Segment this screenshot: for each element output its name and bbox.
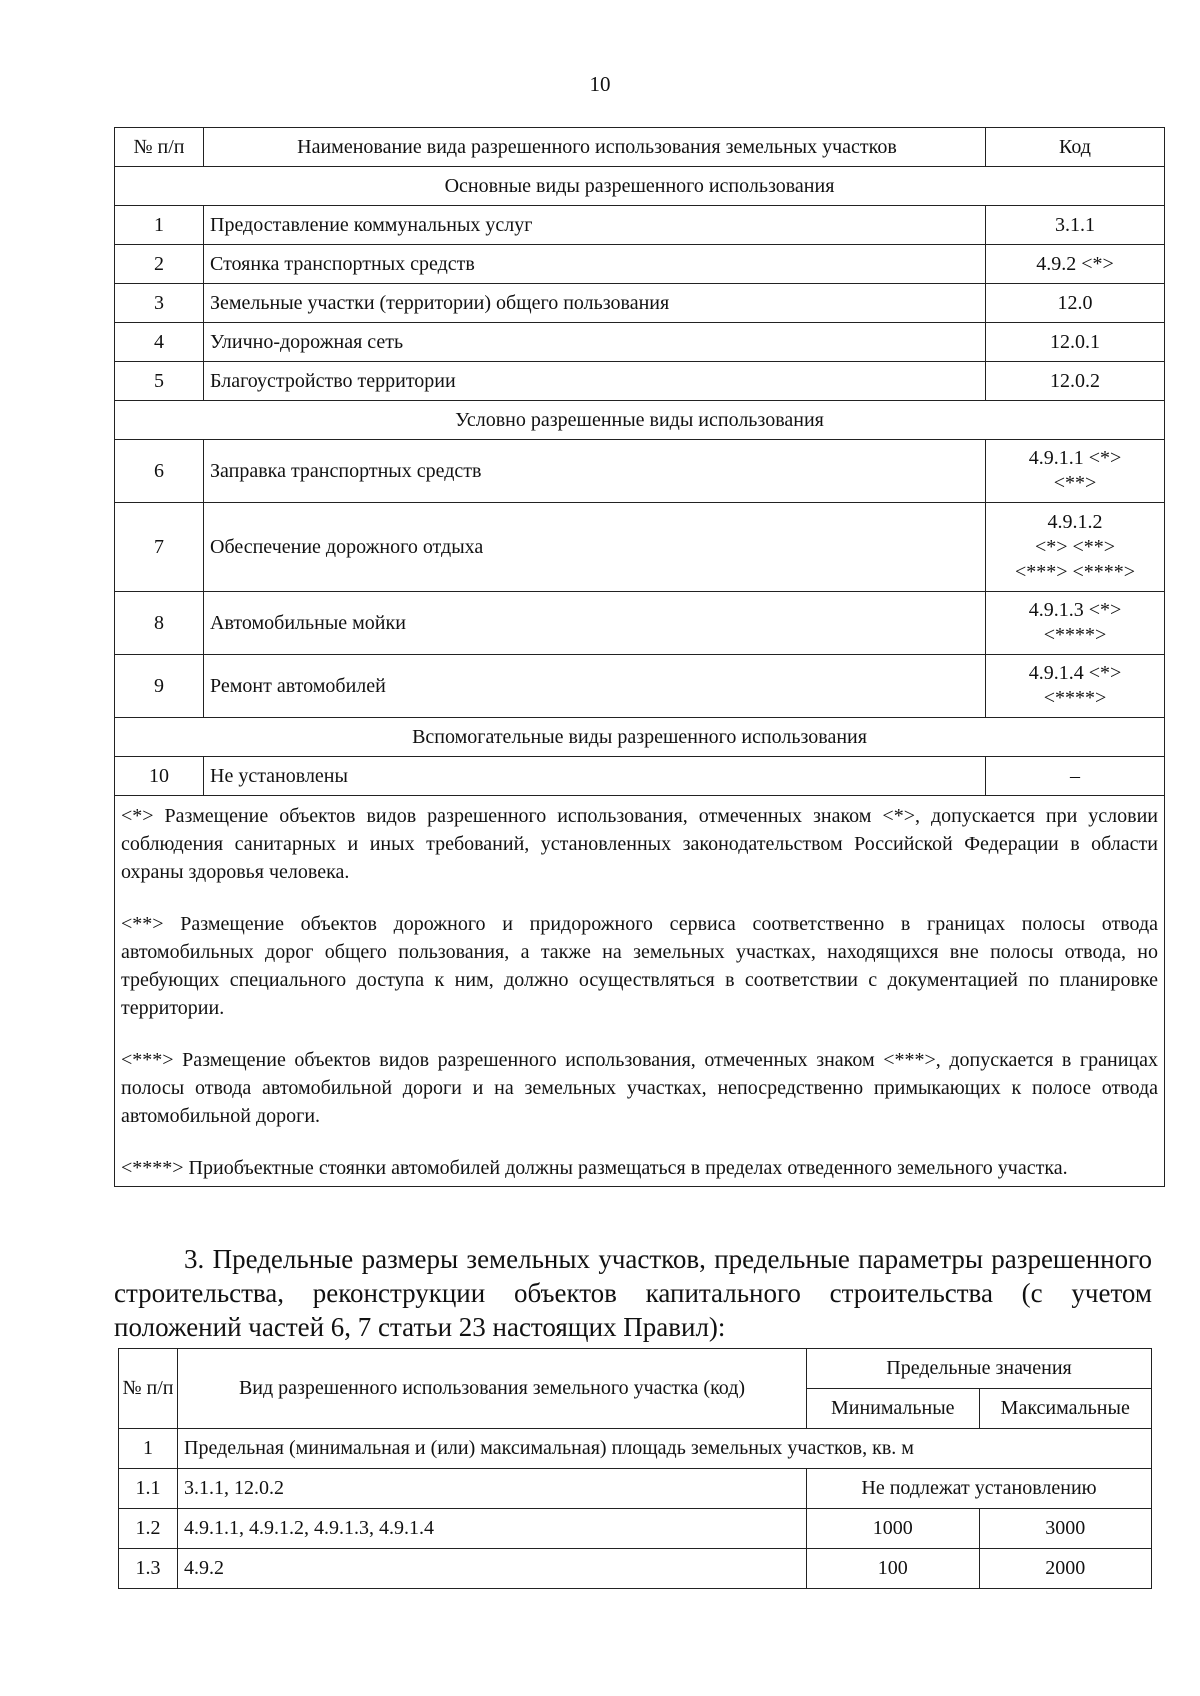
footnote: <*> Размещение объектов видов разрешенного использования, отмеченных знаком <*>, допускается при условии соблюдения санитарных и иных требований, установленных законодательством Российской Федерации в области охраны здоровья человека. [121, 805, 1158, 883]
row-name: Улично-дорожная сеть [204, 323, 986, 362]
row-num: 9 [115, 655, 204, 718]
row-num: 1.2 [119, 1509, 178, 1549]
header-num: № п/п [115, 128, 204, 167]
row-num: 2 [115, 245, 204, 284]
row-name: Обеспечение дорожного отдыха [204, 503, 986, 592]
code-line: 3.1.1 [1055, 213, 1095, 236]
row-code [986, 284, 1165, 323]
group-title: Предельная (минимальная и (или) максимальная) площадь земельных участков, кв. м [178, 1429, 1152, 1469]
row-max: 3000 [979, 1509, 1152, 1549]
row-num: 1.1 [119, 1469, 178, 1509]
row-num: 6 [115, 440, 204, 503]
page-number: 10 [589, 72, 611, 96]
row-name: Стоянка транспортных средств [204, 245, 986, 284]
footnote: <***> Размещение объектов видов разрешенного использования, отмеченных знаком <***>, допускается в границах полосы отвода автомобильной дороги и на земельных участках, непосредственно примыкающих к полосе отвода автомобильной дороги. [121, 1049, 1158, 1127]
footnote: <****> Приобъектные стоянки автомобилей должны размещаться в пределах отведенного земельного участка. [121, 1157, 1068, 1179]
row-num: 3 [115, 284, 204, 323]
group-row [119, 1429, 1152, 1469]
row-code [986, 655, 1165, 718]
header-limits: Предельные значения [807, 1349, 1152, 1389]
table-row [115, 592, 1165, 655]
row-name: Благоустройство территории [204, 362, 986, 401]
row-code [986, 362, 1165, 401]
row-codes: 4.9.2 [178, 1549, 807, 1589]
table-row [115, 757, 1165, 796]
code-line: <***> <****> [1014, 560, 1136, 583]
code-line: 4.9.1.1 <*> [1028, 447, 1122, 469]
row-code [986, 757, 1165, 796]
table-header-row [115, 128, 1165, 167]
section-main: Основные виды разрешенного использования [115, 167, 1165, 206]
table-row [119, 1509, 1152, 1549]
code-line: 4.9.2 <*> [1036, 252, 1114, 275]
section-conditional: Условно разрешенные виды использования [115, 401, 1165, 440]
code-line: <****> [1043, 624, 1107, 646]
header-min: Минимальные [807, 1389, 980, 1429]
row-name: Ремонт автомобилей [204, 655, 986, 718]
header-code: Код [986, 128, 1165, 167]
row-max: 2000 [979, 1549, 1152, 1589]
row-codes: 4.9.1.1, 4.9.1.2, 4.9.1.3, 4.9.1.4 [178, 1509, 807, 1549]
section-row [115, 167, 1165, 206]
row-code [986, 206, 1165, 245]
code-line: 12.0.2 [1050, 369, 1100, 392]
row-name: Не установлены [204, 757, 986, 796]
permitted-use-table [114, 127, 1165, 1187]
header-name: Наименование вида разрешенного использования земельных участков [204, 128, 986, 167]
code-line: <*> <**> [1034, 535, 1116, 558]
table-row [115, 284, 1165, 323]
row-num: 8 [115, 592, 204, 655]
row-name: Земельные участки (территории) общего пользования [204, 284, 986, 323]
row-num: 1 [115, 206, 204, 245]
code-line: 4.9.1.2 [1047, 510, 1103, 533]
row-code [986, 440, 1165, 503]
row-num: 10 [115, 757, 204, 796]
row-num: 4 [115, 323, 204, 362]
code-line: <****> [1043, 687, 1107, 709]
table-row [115, 206, 1165, 245]
row-num: 5 [115, 362, 204, 401]
row-num: 1.3 [119, 1549, 178, 1589]
row-code [986, 245, 1165, 284]
footnote: <**> Размещение объектов дорожного и придорожного сервиса соответственно в границах полосы отвода автомобильных дорог общего пользования, а также на земельных участках, находящихся вне полосы отвода, но требующих специального доступа к ним, должно осуществляться в соответствии с документацией по планировке территории. [121, 913, 1158, 1019]
table-row [115, 440, 1165, 503]
row-name: Заправка транспортных средств [204, 440, 986, 503]
row-num: 7 [115, 503, 204, 592]
section-row [115, 401, 1165, 440]
code-line: 12.0 [1057, 291, 1093, 314]
code-line: <**> [1053, 472, 1097, 494]
row-code [986, 592, 1165, 655]
code-line: 4.9.1.4 <*> [1028, 662, 1122, 684]
row-code [986, 323, 1165, 362]
code-line: 4.9.1.3 <*> [1028, 599, 1122, 621]
row-min: 1000 [807, 1509, 980, 1549]
header-max: Максимальные [979, 1389, 1152, 1429]
row-merged-value: Не подлежат установлению [807, 1469, 1152, 1509]
code-line: – [1070, 764, 1080, 787]
row-name: Автомобильные мойки [204, 592, 986, 655]
table-row [119, 1549, 1152, 1589]
code-line: 12.0.1 [1050, 330, 1100, 353]
row-min: 100 [807, 1549, 980, 1589]
section-row [115, 718, 1165, 757]
table-row [115, 655, 1165, 718]
header-kind: Вид разрешенного использования земельного участка (код) [178, 1349, 807, 1429]
table-row [115, 362, 1165, 401]
row-name: Предоставление коммунальных услуг [204, 206, 986, 245]
table-row [115, 245, 1165, 284]
row-num: 1 [119, 1429, 178, 1469]
header-num: № п/п [119, 1349, 178, 1429]
table-header-row [119, 1349, 1152, 1389]
row-code [986, 503, 1165, 592]
row-codes: 3.1.1, 12.0.2 [178, 1469, 807, 1509]
table-row [119, 1469, 1152, 1509]
footnotes [115, 796, 1165, 1187]
section-auxiliary: Вспомогательные виды разрешенного использования [115, 718, 1165, 757]
table-row [115, 323, 1165, 362]
limit-parameters-table [118, 1348, 1152, 1589]
notes-row [115, 796, 1165, 1187]
section-3-paragraph: 3. Предельные размеры земельных участков, предельные параметры разрешенного строительства, реконструкции объектов капитального строительства (с учетом положений частей 6, 7 статьи 23 настоящих Правил): [114, 1244, 1152, 1342]
table-row [115, 503, 1165, 592]
